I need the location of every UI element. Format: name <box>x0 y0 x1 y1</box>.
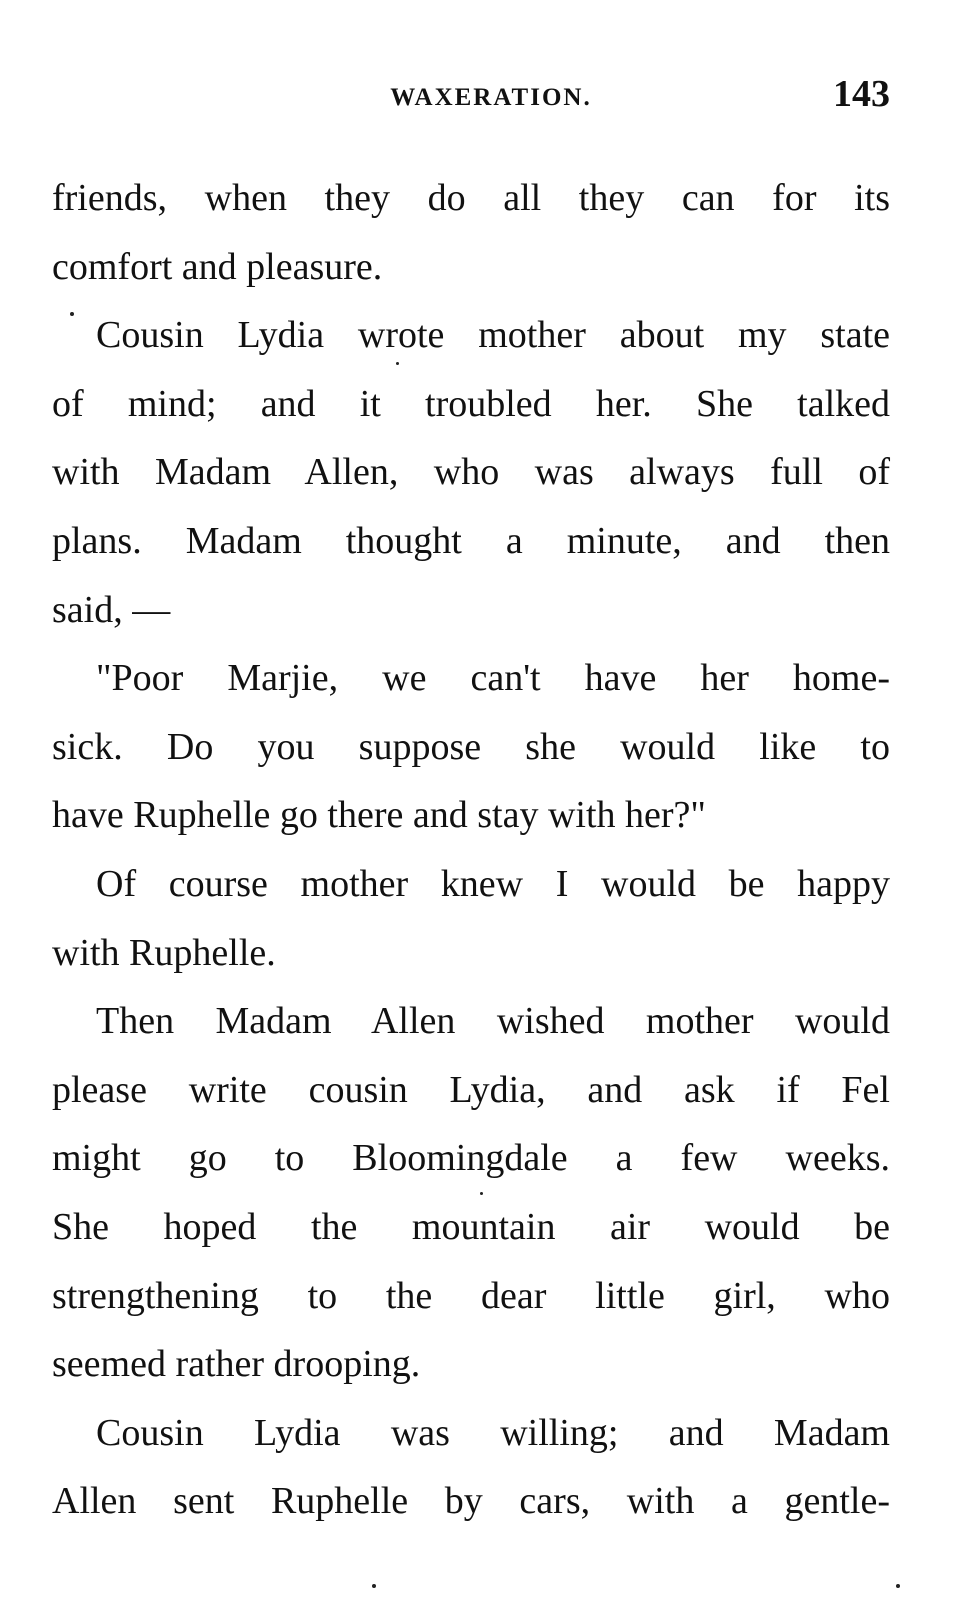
text-line: seemed rather drooping. <box>52 1343 421 1386</box>
text-line: Cousin Lydia wrote mother about my state <box>96 314 890 357</box>
text-line: with Ruphelle. <box>52 931 276 974</box>
text-line: strengthening to the dear little girl, who <box>52 1274 890 1317</box>
text-line: please write cousin Lydia, and ask if Fel <box>52 1068 890 1111</box>
text-line: Of course mother knew I would be happy <box>96 862 890 905</box>
text-line: Cousin Lydia was willing; and Madam <box>96 1411 890 1454</box>
print-speck <box>396 362 399 365</box>
text-line: sick. Do you suppose she would like to <box>52 725 890 768</box>
print-speck <box>896 1584 900 1588</box>
text-line: might go to Bloomingdale a few weeks. <box>52 1137 890 1180</box>
text-line: have Ruphelle go there and stay with her?" <box>52 794 706 837</box>
print-speck <box>372 1584 376 1588</box>
text-line: friends, when they do all they can for its <box>52 177 890 219</box>
text-line: She hoped the mountain air would be <box>52 1205 890 1248</box>
text-line: with Madam Allen, who was always full of <box>52 451 890 494</box>
page-number: 143 <box>833 73 890 115</box>
print-speck <box>480 1192 483 1195</box>
text-line: comfort and pleasure. <box>52 245 383 288</box>
text-line: Then Madam Allen wished mother would <box>96 1000 890 1043</box>
text-line: Allen sent Ruphelle by cars, with a gentle- <box>52 1480 890 1523</box>
body-text <box>52 164 890 1536</box>
running-head <box>52 72 890 122</box>
text-line: "Poor Marjie, we can't have her home- <box>96 657 890 700</box>
text-line: of mind; and it troubled her. She talked <box>52 382 890 425</box>
text-line: said, — <box>52 588 171 631</box>
print-speck <box>70 312 74 316</box>
running-title: WAXERATION. <box>390 84 592 111</box>
text-line: plans. Madam thought a minute, and then <box>52 519 890 562</box>
